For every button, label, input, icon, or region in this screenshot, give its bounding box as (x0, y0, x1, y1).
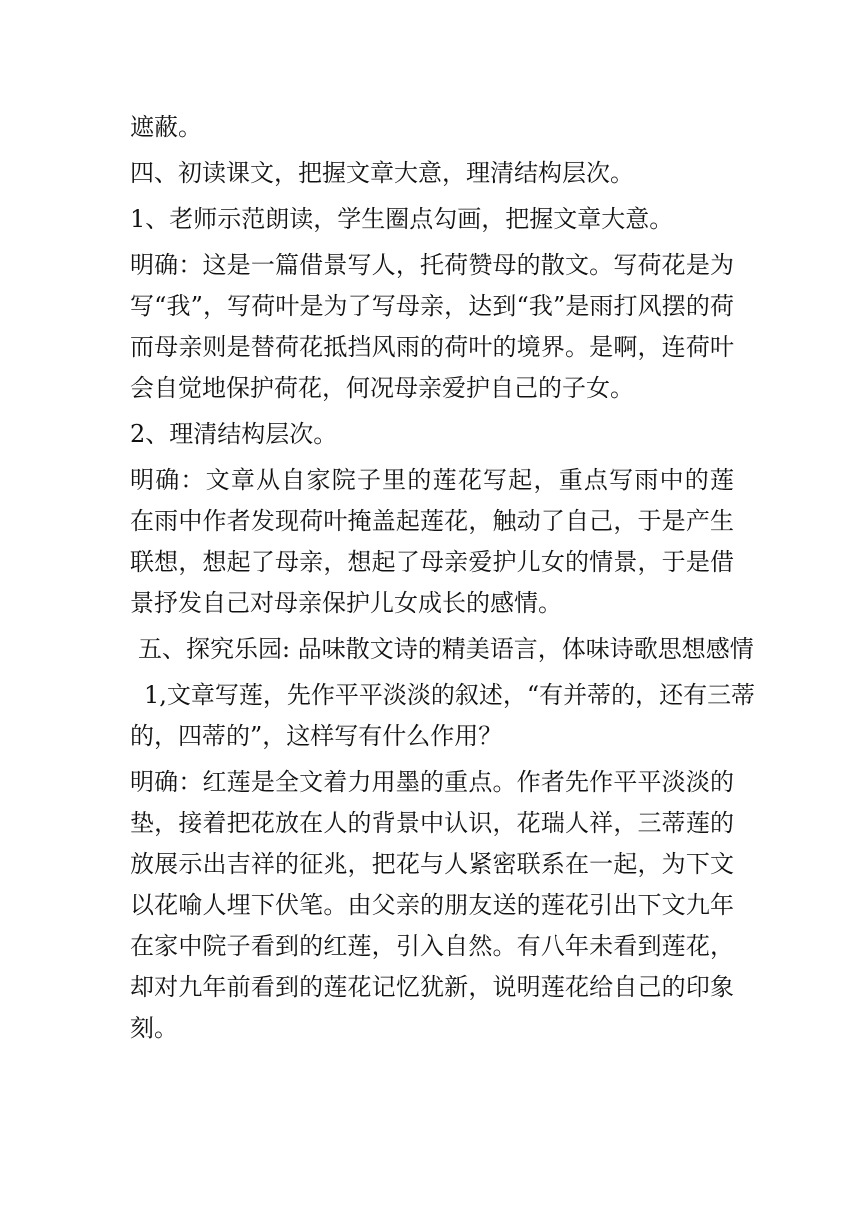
text-line: 1、老师示范朗读，学生圈点勾画，把握文章大意。 (130, 205, 674, 233)
text-line: 遮蔽。 (130, 113, 202, 141)
text-line: 明确：红莲是全文着力用墨的重点。作者先作平平淡淡的 (130, 768, 734, 796)
section-heading: 四、初读课文，把握文章大意，理清结构层次。 (130, 159, 634, 187)
text-line: 而母亲则是替荷花抵挡风雨的荷叶的境界。是啊，连荷叶 (130, 333, 734, 361)
text-line: 以花喻人埋下伏笔。由父亲的朋友送的莲花引出下文九年 (130, 891, 734, 919)
text-line: 景抒发自己对母亲保护儿女成长的感情。 (130, 589, 562, 617)
text-line: 联想，想起了母亲，想起了母亲爱护儿女的情景，于是借 (130, 548, 734, 576)
text-line: 2、理清结构层次。 (130, 420, 338, 448)
question-line: 的，四蒂的”，这样写有什么作用？ (130, 722, 503, 750)
text-line: 明确：这是一篇借景写人，托荷赞母的散文。写荷花是为 (130, 251, 734, 279)
text-line: 刻。 (130, 1014, 178, 1042)
text-line: 垫，接着把花放在人的背景中认识，花瑞人祥，三蒂莲的 (130, 809, 734, 837)
text-line: 明确：文章从自家院子里的莲花写起，重点写雨中的莲 (130, 466, 734, 494)
text-line: 会自觉地保护荷花，何况母亲爱护自己的子女。 (130, 374, 634, 402)
body-text (130, 107, 756, 1049)
question-line: 1,文章写莲，先作平平淡淡的叙述，“有并蒂的，还有三蒂 (144, 681, 756, 709)
text-line: 在家中院子看到的红莲，引入自然。有八年未看到莲花， (130, 932, 734, 960)
section-heading: 五、探究乐园: 品味散文诗的精美语言，体味诗歌思想感情 (138, 635, 754, 663)
text-line: 写“我”，写荷叶是为了写母亲，达到“我”是雨打风摆的荷 (130, 292, 734, 320)
text-line: 放展示出吉祥的征兆，把花与人紧密联系在一起，为下文 (130, 850, 734, 878)
text-line: 在雨中作者发现荷叶掩盖起莲花，触动了自己，于是产生 (130, 507, 734, 535)
text-line: 却对九年前看到的莲花记忆犹新，说明莲花给自己的印象 (130, 973, 734, 1001)
